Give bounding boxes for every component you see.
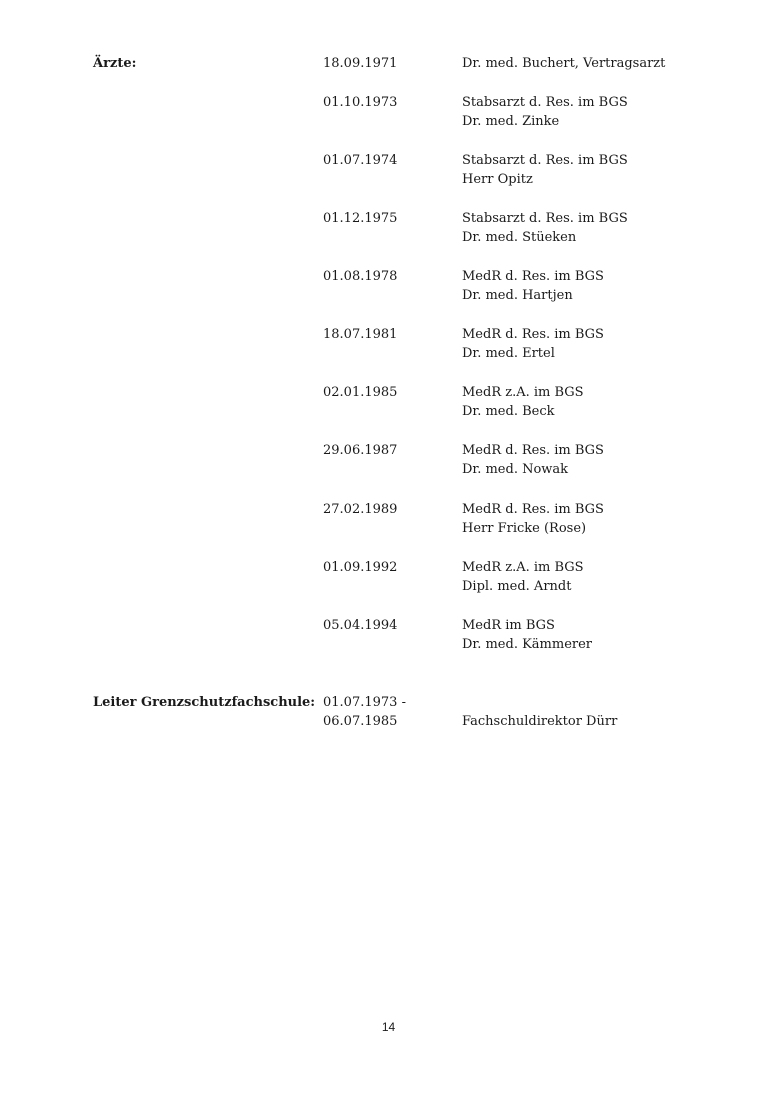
page-number: 14 (381, 1020, 396, 1034)
aerzte-entry-4-line2: Dr. med. Stüeken (462, 230, 577, 245)
aerzte-entry-7-line2: Dr. med. Beck (462, 404, 555, 419)
aerzte-entry-1-desc (462, 54, 665, 73)
aerzte-entry-5-date: 01.08.1978 (323, 269, 398, 284)
aerzte-entry-6-line2: Dr. med. Ertel (462, 346, 555, 361)
aerzte-entry-3-line2: Herr Opitz (462, 172, 533, 187)
aerzte-entry-7-date: 02.01.1985 (323, 385, 398, 400)
aerzte-section-label: Ärzte: (93, 56, 137, 71)
aerzte-entry-7-line1: MedR z.A. im BGS (462, 385, 584, 400)
aerzte-entry-10-line2: Dipl. med. Arndt (462, 579, 572, 594)
aerzte-entry-4-desc (462, 209, 628, 247)
aerzte-entry-9-date: 27.02.1989 (323, 502, 398, 517)
aerzte-entry-2-line2: Dr. med. Zinke (462, 114, 560, 129)
aerzte-entry-11-desc (462, 616, 592, 654)
aerzte-entry-6-date: 18.07.1981 (323, 327, 398, 342)
leiter-date-start: 01.07.1973 - (323, 695, 406, 710)
aerzte-entry-7-desc (462, 383, 584, 421)
leiter-name-text: Fachschuldirektor Dürr (462, 714, 618, 729)
aerzte-entry-5-line2: Dr. med. Hartjen (462, 288, 573, 303)
aerzte-entry-11-date: 05.04.1994 (323, 618, 398, 633)
aerzte-entry-10-desc (462, 558, 584, 596)
aerzte-entry-2-date: 01.10.1973 (323, 95, 398, 110)
aerzte-entry-2-line1: Stabsarzt d. Res. im BGS (462, 95, 628, 110)
aerzte-entry-9-line2: Herr Fricke (Rose) (462, 521, 587, 536)
aerzte-entry-4-line1: Stabsarzt d. Res. im BGS (462, 211, 628, 226)
aerzte-entry-11-line1: MedR im BGS (462, 618, 555, 633)
aerzte-entry-9-line1: MedR d. Res. im BGS (462, 502, 604, 517)
aerzte-entry-3-desc (462, 151, 628, 189)
aerzte-entry-4-date: 01.12.1975 (323, 211, 398, 226)
aerzte-entry-8-date: 29.06.1987 (323, 443, 398, 458)
leiter-date-end: 06.07.1985 (323, 714, 398, 729)
leiter-section-label: Leiter Grenzschutzfachschule: (93, 695, 316, 710)
aerzte-entry-2-desc (462, 93, 628, 131)
aerzte-entry-8-desc (462, 441, 604, 479)
aerzte-entry-3-line1: Stabsarzt d. Res. im BGS (462, 153, 628, 168)
aerzte-entry-3-date: 01.07.1974 (323, 153, 398, 168)
aerzte-entry-6-line1: MedR d. Res. im BGS (462, 327, 604, 342)
aerzte-entry-10-line1: MedR z.A. im BGS (462, 560, 584, 575)
aerzte-entry-10-date: 01.09.1992 (323, 560, 398, 575)
aerzte-entry-5-line1: MedR d. Res. im BGS (462, 269, 604, 284)
aerzte-entry-1-date: 18.09.1971 (323, 56, 398, 71)
aerzte-entry-5-desc (462, 267, 604, 305)
aerzte-entry-9-desc (462, 500, 604, 538)
aerzte-entry-6-desc (462, 325, 604, 363)
aerzte-entry-8-line1: MedR d. Res. im BGS (462, 443, 604, 458)
aerzte-entry-11-line2: Dr. med. Kämmerer (462, 637, 593, 652)
aerzte-entry-8-line2: Dr. med. Nowak (462, 462, 569, 477)
leiter-name (462, 712, 617, 731)
aerzte-entry-1-line1: Dr. med. Buchert, Vertragsarzt (462, 56, 666, 71)
